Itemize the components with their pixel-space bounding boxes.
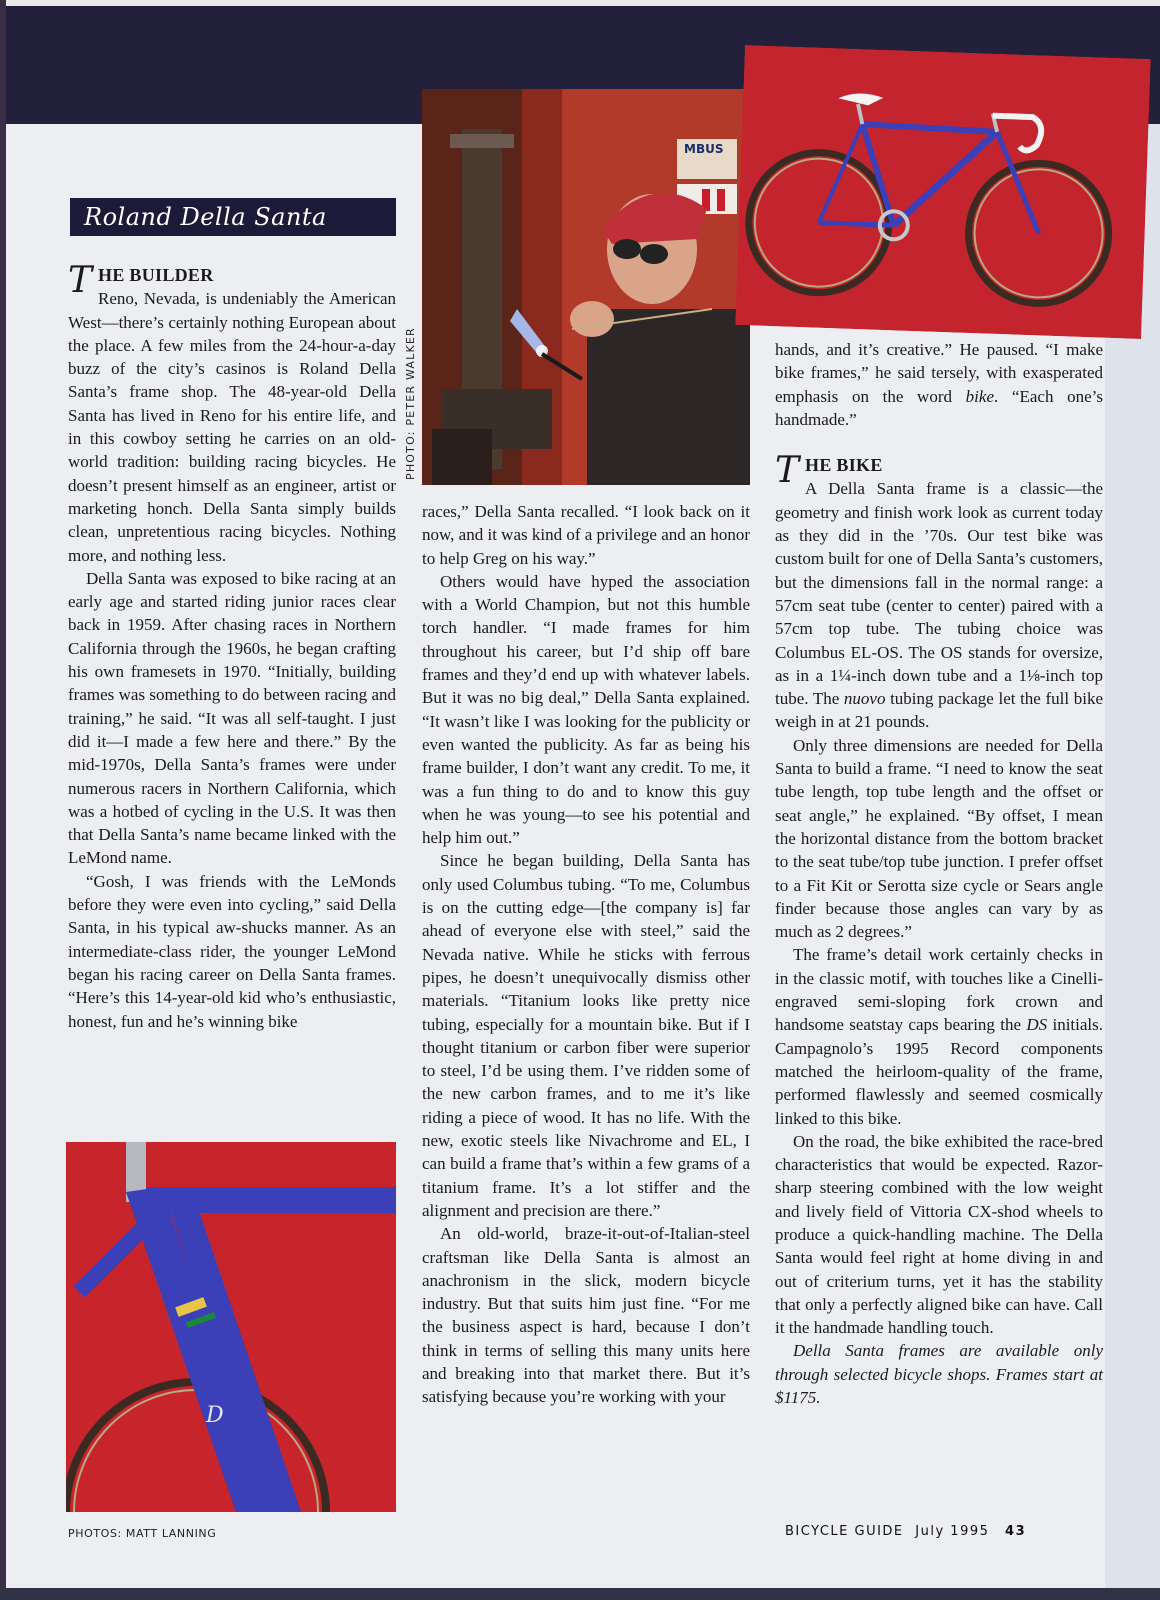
col3-paragraph-1	[775, 338, 1103, 431]
top-page-edge	[0, 0, 1160, 6]
col2-paragraph-4: An old-world, braze-it-out-of-Italian-steel craftsman like Della Santa is almost an anachronism in the slick, modern bicycle industry. But that suits him just fine. “For me the business aspect is hard, because I don’t think in terms of selling this many units here and breaking into that market there. But it’s satisfying because you’re working with your	[422, 1224, 750, 1407]
col3-paragraph-5: On the road, the bike exhibited the race-bred characteristics that would be expected. Razor-sharp steering combined with the low weight and lively field of Vittoria CX-shod wheels to produce a quick-handling machine. The Della Santa would feel right at home diving in and out of criterium turns, yet it has the stability that only a perfectly aligned bike can have. Call it the handmade handling touch.	[775, 1131, 1103, 1338]
page-footer	[785, 1524, 1026, 1539]
page-number: 43	[1005, 1524, 1027, 1539]
col3-paragraph-3: Only three dimensions are needed for Della Santa to build a frame. “I need to know the seat tube length, top tube length and the offset or seat angle,” he explained. “By offset, I mean the horizontal distance from the bottom bracket to the seat tube/top tube junction. I prefer offset to a Fit Kit or Serotta size cycle or Sears angle finder because those angles can vary by as much as 2 degrees.”	[775, 735, 1103, 942]
col3-p2-text-b: tubing package let the full bike weigh in at 21 pounds.	[775, 689, 1103, 732]
section-bike	[775, 450, 1103, 734]
svg-text:MBUS: MBUS	[684, 142, 724, 156]
left-page-edge	[0, 0, 6, 1600]
photo-credit-side: PHOTO: PETER WALKER	[404, 327, 417, 480]
section-heading-builder: HE BUILDER	[98, 265, 214, 285]
frame-detail-photo	[66, 1142, 396, 1512]
col3-paragraph-4	[775, 943, 1103, 1129]
dropcap-bike: T	[775, 450, 800, 492]
bottom-page-edge	[0, 1588, 1160, 1600]
col2-paragraph-1: races,” Della Santa recalled. “I look back on it now, and it was kind of a privilege and an honor to help Greg on his way.”	[422, 502, 750, 568]
col3-p4-text-a: The frame’s detail work certainly checks in in the classic motif, with touches like a Cinelli-engraved semi-sloping fork crown and handsome seatstay caps bearing the	[775, 945, 1103, 1035]
col3-p2-emphasis: nuovo	[843, 689, 886, 709]
right-page-panel	[1105, 124, 1160, 1600]
publication-name: BICYCLE GUIDE	[785, 1524, 904, 1539]
col3-p4-emphasis: DS	[1026, 1015, 1048, 1035]
col3-p1-text-a: hands, and it’s creative.” He paused. “I make bike frames,” he said tersely, with exasperated emphasis on the word	[775, 340, 1103, 406]
section-heading-bike: HE BIKE	[805, 455, 883, 476]
col3-p1-emphasis: bike	[965, 386, 994, 406]
col2-paragraph-3: Since he began building, Della Santa has only used Columbus tubing. “To me, Columbus is on the cutting edge—[the company is] far ahead of everyone else with steel,” said the Nevada native. While he sticks with ferrous pipes, he doesn’t unequivocally dismiss other materials. “Titanium looks like pretty nice tubing, especially for a mountain bike. But if I thought titanium or carbon fiber were superior to steel, I’d be using them. I’ve ridden some of the new carbon frames, and to me it’s like riding a piece of wood. It has no life. With the new, exotic steels like Nivachrome and EL, I can build a frame that’s within a few grams of a titanium frame. It’s a lot stiffer and the alignment and precision are there.”	[422, 851, 750, 1220]
col3-p4-text-b: initials. Campagnolo’s 1995 Record components matched the heirloom-quality of the frame, performed flawlessly and seemed cosmically linked to this bike.	[775, 1015, 1103, 1128]
svg-text:D: D	[206, 1403, 224, 1428]
col3-p2-text-a: A Della Santa frame is a classic—the geometry and finish work look as current today as they did in the ’70s. Our test bike was custom built for one of Della Santa’s customers, but the dimensions fall in the normal range: a 57cm seat tube (center to center) paired with a 57cm top tube. The tubing choice was Columbus EL-OS. The OS stands for oversize, as in a 1¼-inch down tube and a 1⅛-inch top tube. The	[775, 479, 1103, 709]
issue-date: July 1995	[915, 1524, 990, 1539]
col2-paragraph-2: Others would have hyped the association with a World Champion, but not this humble torch handler. “I made frames for him throughout his career, but I’d ship off bare frames and they’d end up with whatever labels. But it was no big deal,” Della Santa explained. “It wasn’t like I was looking for the publicity or even wanted the publicity. As far as being his frame builder, I don’t want any credit. To me, it was a fun thing to do and to know this guy when he was young—to see his potential and help him out.”	[422, 571, 750, 848]
builder-photo	[422, 89, 750, 485]
col3-paragraph-6: Della Santa frames are available only through selected bicycle shops. Frames start at $1175.	[775, 1341, 1103, 1408]
section-builder	[68, 260, 396, 567]
col1-paragraph-1: Reno, Nevada, is undeniably the American West—there’s certainly nothing European about the place. A few miles from the 24-hour-a-day buzz of the city’s casinos is Roland Della Santa’s frame shop. The 48-year-old Della Santa has lived in Reno for his entire life, and in this cowboy setting he carries on an old-world tradition: building racing bicycles. He doesn’t present himself as an engineer, artist or marketing honch. Della Santa simply builds clean, unpretentious racing bicycles. Nothing more, and nothing less.	[68, 289, 396, 565]
photo-credit-bottom: PHOTOS: MATT LANNING	[68, 1527, 217, 1540]
col3-p1-text-b: . “Each one’s handmade.”	[775, 386, 1103, 429]
column-1	[68, 260, 396, 1033]
column-2	[422, 500, 750, 1409]
column-3	[775, 338, 1103, 1409]
bike-photo	[735, 45, 1151, 339]
dropcap-builder: T	[68, 260, 93, 301]
col1-paragraph-3: “Gosh, I was friends with the LeMonds before they were even into cycling,” said Della Santa, in his typical aw-shucks manner. As an intermediate-class rider, the younger LeMond began his racing career on Della Santa frames. “Here’s this 14-year-old kid who’s enthusiastic, honest, fun and he’s winning bike	[68, 871, 396, 1031]
article-title-banner: Roland Della Santa	[70, 198, 396, 236]
col1-paragraph-2: Della Santa was exposed to bike racing at an early age and started riding junior races clear back in 1959. After chasing races in Northern California through the 1960s, he began crafting his own framesets in 1970. “Initially, building frames was something to do between racing and training,” he said. “It was all self-taught. I just did it—I made a few here and there.” By the mid-1970s, Della Santa’s frames were under numerous racers in Northern California, which was a hotbed of cycling in the U.S. It was then that Della Santa’s name became linked with the LeMond name.	[68, 568, 396, 868]
